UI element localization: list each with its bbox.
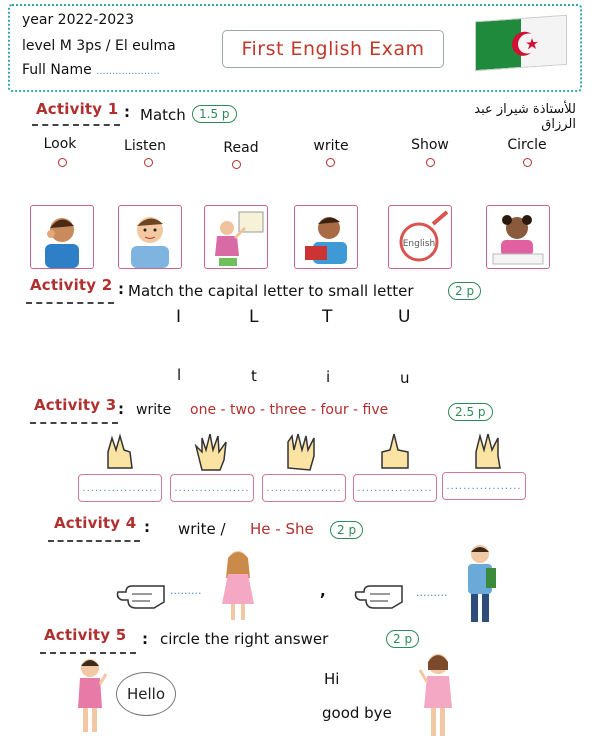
answer-goodbye[interactable]: good bye <box>322 704 392 722</box>
activity4-options: He - She <box>250 520 314 538</box>
verb-write: write <box>313 138 349 154</box>
activity3-numbers: one - two - three - four - five <box>190 402 389 418</box>
activity3-instruction: write <box>136 402 172 418</box>
answer-box[interactable]: .................. <box>353 474 437 502</box>
hand-two-fingers-icon <box>100 432 140 476</box>
answer-dots[interactable]: ......... <box>416 586 448 599</box>
boy-figure <box>462 542 498 630</box>
pointing-hand-icon <box>352 576 406 616</box>
waving-girl-figure <box>418 650 458 744</box>
activity5-points: 2 p <box>386 630 419 648</box>
pointing-hand-icon <box>114 576 168 616</box>
hand-five-fingers-icon <box>192 432 234 476</box>
activity5-underline <box>40 652 136 654</box>
small-letter: i <box>326 368 331 386</box>
page-title: First English Exam <box>222 30 444 68</box>
small-letter: u <box>400 369 410 387</box>
picture-listen <box>30 205 94 269</box>
capital-letter: U <box>398 307 411 327</box>
activity3-points: 2.5 p <box>448 403 493 421</box>
answer-box[interactable]: .................. <box>262 474 346 502</box>
activity5-label: Activity 5 <box>44 626 127 644</box>
activity4-underline <box>48 540 140 542</box>
activity5-colon: : <box>142 630 148 648</box>
activity3-colon: : <box>118 400 124 418</box>
activity4-instruction: write / <box>178 520 226 538</box>
activity2-label: Activity 2 <box>30 276 113 294</box>
hand-one-finger-icon <box>376 432 416 476</box>
picture-look <box>118 205 182 269</box>
verb-listen: Listen <box>124 138 166 154</box>
activity1-colon: : <box>124 103 130 121</box>
level-text: level M 3ps / El eulma <box>22 38 176 54</box>
answer-box[interactable]: .................. <box>170 474 254 502</box>
activity1-points: 1.5 p <box>192 105 237 123</box>
answer-dots[interactable]: ......... <box>170 584 202 597</box>
picture-write <box>486 205 550 269</box>
activity1-label: Activity 1 <box>36 100 119 118</box>
waving-girl-figure <box>72 656 108 740</box>
comma: , <box>320 582 326 600</box>
picture-circle <box>388 205 452 269</box>
match-dot[interactable] <box>523 158 532 167</box>
answer-box[interactable]: .................. <box>78 474 162 502</box>
activity2-points: 2 p <box>448 282 481 300</box>
hand-four-fingers-icon <box>282 432 322 476</box>
small-letter: l <box>177 366 182 384</box>
hand-three-fingers-icon <box>468 432 508 476</box>
verb-read: Read <box>223 140 259 156</box>
capital-letter: T <box>322 307 333 327</box>
activity4-label: Activity 4 <box>54 514 137 532</box>
capital-letter: I <box>176 307 182 327</box>
teacher-name: للأستاذة شيراز عبد الرزاق <box>474 102 576 132</box>
verb-circle: Circle <box>507 137 547 153</box>
activity4-points: 2 p <box>330 521 363 539</box>
picture-read <box>294 205 358 269</box>
picture-show <box>204 205 268 269</box>
activity2-colon: : <box>118 280 124 298</box>
activity2-instruction: Match the capital letter to small letter <box>128 282 414 300</box>
year-text: year 2022-2023 <box>22 12 134 28</box>
answer-hi[interactable]: Hi <box>324 670 340 688</box>
verb-look: Look <box>43 136 77 152</box>
activity1-underline <box>32 124 120 126</box>
match-dot[interactable] <box>326 158 335 167</box>
match-dot[interactable] <box>232 160 241 169</box>
activity4-colon: : <box>144 518 150 536</box>
activity1-instruction: Match <box>140 106 186 124</box>
full-name-label: Full Name .................... <box>22 62 160 78</box>
svg-text:English: English <box>402 239 436 249</box>
activity3-label: Activity 3 <box>34 396 117 414</box>
match-dot[interactable] <box>144 158 153 167</box>
algeria-flag-icon <box>475 15 567 71</box>
answer-hello[interactable]: Hello <box>116 672 176 716</box>
match-dot[interactable] <box>426 158 435 167</box>
girl-figure <box>218 548 258 628</box>
name-dots: .................... <box>96 66 160 77</box>
small-letter: t <box>251 367 257 385</box>
activity5-instruction: circle the right answer <box>160 630 329 648</box>
capital-letter: L <box>249 307 259 327</box>
activity2-underline <box>26 302 114 304</box>
answer-box[interactable]: .................. <box>442 472 526 500</box>
activity3-underline <box>30 422 118 424</box>
verb-show: Show <box>411 137 449 153</box>
match-dot[interactable] <box>58 158 67 167</box>
